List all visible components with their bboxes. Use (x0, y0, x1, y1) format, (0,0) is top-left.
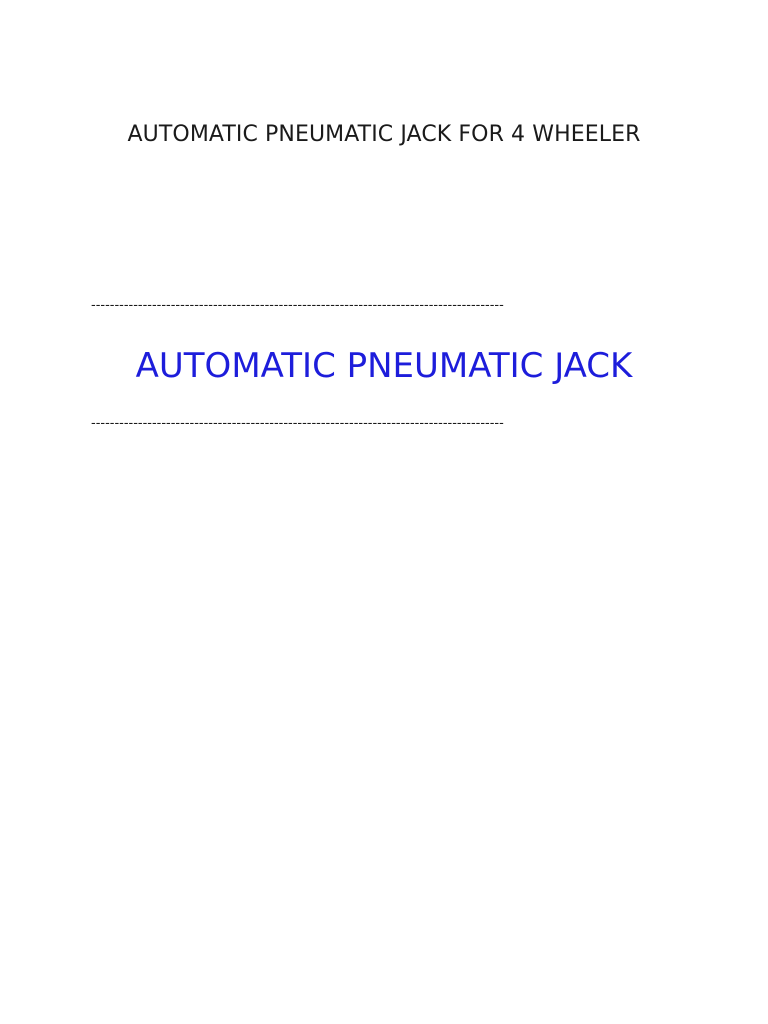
separator-bottom: ---------------------------------------------------------------------------------------- (91, 416, 504, 431)
separator-top: ---------------------------------------------------------------------------------------- (91, 298, 504, 313)
main-heading: AUTOMATIC PNEUMATIC JACK (135, 346, 633, 386)
document-title: AUTOMATIC PNEUMATIC JACK FOR 4 WHEELER (127, 122, 641, 147)
